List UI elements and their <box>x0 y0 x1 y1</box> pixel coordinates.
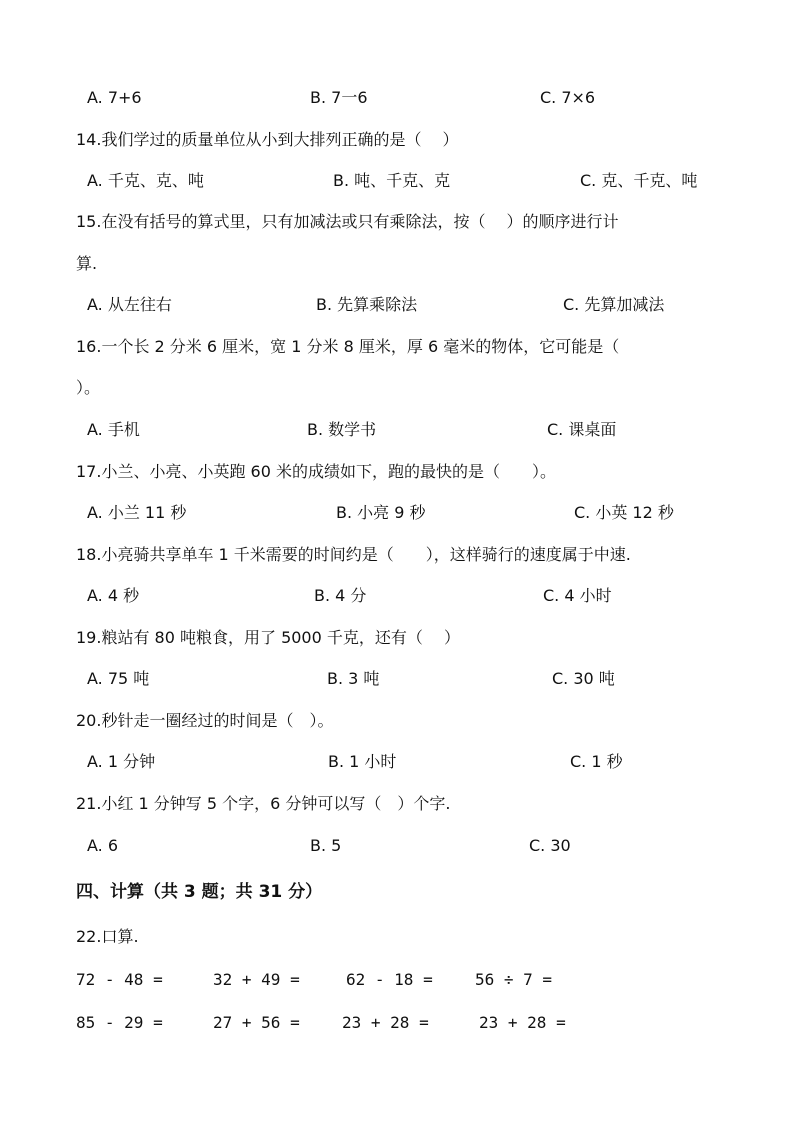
q17-option-a: A. 小兰 11 秒 <box>87 503 187 522</box>
q21-option-a: A. 6 <box>87 836 119 855</box>
q18-option-c: C. 4 小时 <box>543 586 612 605</box>
calc-item: 27 + 56 = <box>213 1013 300 1032</box>
section-heading: 四、计算（共 3 题；共 31 分） <box>76 882 323 902</box>
q21-stem: 21.小红 1 分钟写 5 个字，6 分钟可以写（ ）个字. <box>76 794 451 813</box>
q18-option-a: A. 4 秒 <box>87 586 140 605</box>
q20-option-b: B. 1 小时 <box>328 752 397 771</box>
q17-stem: 17.小兰、小亮、小英跑 60 米的成绩如下，跑的最快的是（ ）。 <box>76 462 556 481</box>
q17-option-c: C. 小英 12 秒 <box>574 503 674 522</box>
q19-option-c: C. 30 吨 <box>552 669 615 688</box>
q13-option-a: A. 7+6 <box>87 88 142 107</box>
calc-item: 23 + 28 = <box>479 1013 566 1032</box>
q22-stem: 22.口算. <box>76 927 139 946</box>
q19-stem: 19.粮站有 80 吨粮食，用了 5000 千克，还有（ ） <box>76 628 460 647</box>
calc-item: 23 + 28 = <box>342 1013 429 1032</box>
q16-option-a: A. 手机 <box>87 420 140 439</box>
q20-option-c: C. 1 秒 <box>570 752 623 771</box>
q20-stem: 20.秒针走一圈经过的时间是（ ）。 <box>76 711 334 730</box>
q14-option-b: B. 吨、千克、克 <box>333 171 451 190</box>
q18-option-b: B. 4 分 <box>314 586 367 605</box>
q14-stem: 14.我们学过的质量单位从小到大排列正确的是（ ） <box>76 130 459 149</box>
q18-stem: 18.小亮骑共享单车 1 千米需要的时间约是（ ），这样骑行的速度属于中速. <box>76 545 631 564</box>
q14-option-c: C. 克、千克、吨 <box>580 171 698 190</box>
calc-item: 56 ÷ 7 = <box>475 970 553 989</box>
q20-option-a: A. 1 分钟 <box>87 752 156 771</box>
calc-item: 85 - 29 = <box>76 1013 163 1032</box>
calc-item: 72 - 48 = <box>76 970 163 989</box>
q15-option-c: C. 先算加减法 <box>563 295 665 314</box>
q16-option-c: C. 课桌面 <box>547 420 617 439</box>
q19-option-b: B. 3 吨 <box>327 669 380 688</box>
q21-option-c: C. 30 <box>529 836 571 855</box>
calc-item: 32 + 49 = <box>213 970 300 989</box>
q19-option-a: A. 75 吨 <box>87 669 150 688</box>
q15-stem-line2: 算. <box>76 254 98 273</box>
q16-stem-line2: ）。 <box>76 378 101 397</box>
calc-item: 62 - 18 = <box>346 970 433 989</box>
q21-option-b: B. 5 <box>310 836 342 855</box>
q15-option-b: B. 先算乘除法 <box>316 295 418 314</box>
q16-stem-line1: 16.一个长 2 分米 6 厘米，宽 1 分米 8 厘米，厚 6 毫米的物体，它可能是（ <box>76 337 620 356</box>
q13-option-c: C. 7×6 <box>540 88 596 107</box>
q15-option-a: A. 从左往右 <box>87 295 172 314</box>
q15-stem-line1: 15.在没有括号的算式里，只有加减法或只有乘除法，按（ ）的顺序进行计 <box>76 212 619 231</box>
q17-option-b: B. 小亮 9 秒 <box>336 503 426 522</box>
q14-option-a: A. 千克、克、吨 <box>87 171 204 190</box>
q13-option-b: B. 7一6 <box>310 88 368 107</box>
q16-option-b: B. 数学书 <box>307 420 377 439</box>
